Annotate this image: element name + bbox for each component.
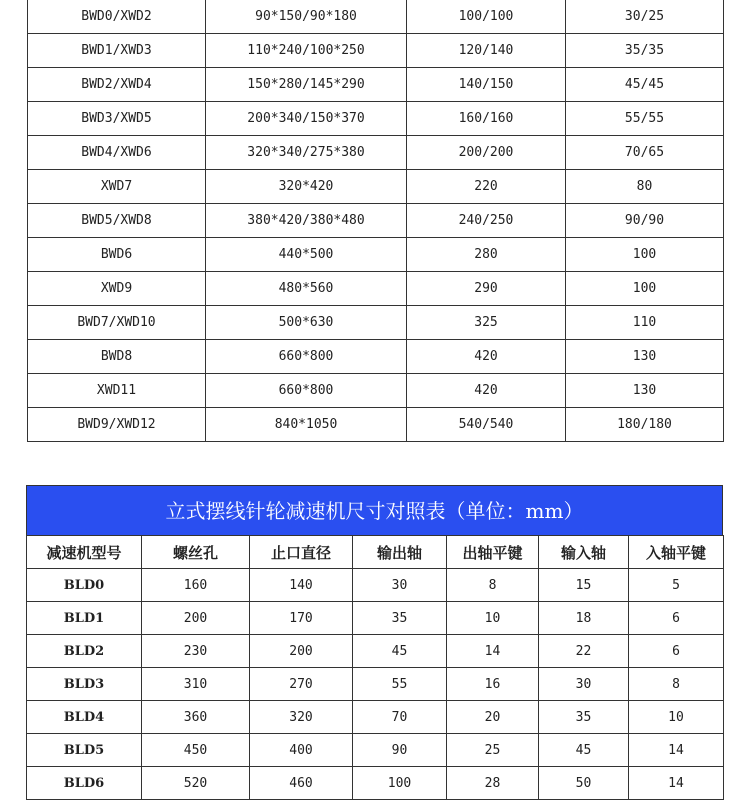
table-cell: 30/25 [566, 0, 724, 34]
table-row [27, 734, 724, 767]
table-cell: 200 [250, 635, 353, 668]
table-cell: 18 [539, 602, 629, 635]
table-cell: 70 [353, 701, 447, 734]
table-cell: 240/250 [407, 204, 566, 238]
table-cell: 16 [447, 668, 539, 701]
model-cell: BLD3 [27, 668, 142, 701]
table-cell: 320 [250, 701, 353, 734]
table-row [28, 306, 724, 340]
table-cell: 320*340/275*380 [206, 136, 407, 170]
table-cell: BWD7/XWD10 [28, 306, 206, 340]
table-cell: 15 [539, 569, 629, 602]
table-cell: 400 [250, 734, 353, 767]
table-cell: 450 [142, 734, 250, 767]
model-cell: BLD5 [27, 734, 142, 767]
table-body [27, 569, 724, 800]
table-cell: 35/35 [566, 34, 724, 68]
table-cell: 45/45 [566, 68, 724, 102]
table-cell: 90*150/90*180 [206, 0, 407, 34]
table-title: 立式摆线针轮减速机尺寸对照表（单位：mm） [26, 485, 723, 535]
table-cell: 8 [447, 569, 539, 602]
table-row [28, 170, 724, 204]
table-cell: BWD4/XWD6 [28, 136, 206, 170]
table-cell: 22 [539, 635, 629, 668]
top-size-table [27, 0, 724, 442]
table-cell: 180/180 [566, 408, 724, 442]
table-cell: 70/65 [566, 136, 724, 170]
table-cell: 220 [407, 170, 566, 204]
table-row [27, 701, 724, 734]
table-cell: 420 [407, 374, 566, 408]
table-cell: 140/150 [407, 68, 566, 102]
table-cell: BWD1/XWD3 [28, 34, 206, 68]
table-cell: BWD9/XWD12 [28, 408, 206, 442]
table-cell: BWD0/XWD2 [28, 0, 206, 34]
table-cell: 660*800 [206, 340, 407, 374]
table-cell: 480*560 [206, 272, 407, 306]
table-cell: XWD9 [28, 272, 206, 306]
table-cell: 140 [250, 569, 353, 602]
table-cell: 290 [407, 272, 566, 306]
table-cell: 500*630 [206, 306, 407, 340]
table-cell: 200 [142, 602, 250, 635]
column-header: 入轴平键 [629, 536, 724, 569]
column-header: 减速机型号 [27, 536, 142, 569]
table-cell: 150*280/145*290 [206, 68, 407, 102]
table-cell: 520 [142, 767, 250, 800]
table-cell: 55 [353, 668, 447, 701]
table-row [28, 0, 724, 34]
table-cell: 100 [353, 767, 447, 800]
dimension-table [26, 535, 724, 800]
table-cell: 5 [629, 569, 724, 602]
table-cell: 10 [447, 602, 539, 635]
table-row [28, 34, 724, 68]
table-cell: 120/140 [407, 34, 566, 68]
table-row [28, 136, 724, 170]
table-cell: 14 [629, 734, 724, 767]
table-cell: 30 [353, 569, 447, 602]
table-cell: 28 [447, 767, 539, 800]
model-cell: BLD0 [27, 569, 142, 602]
table-cell: 100 [566, 238, 724, 272]
top-table-body [28, 0, 724, 442]
table-cell: 100/100 [407, 0, 566, 34]
table-row [28, 374, 724, 408]
model-cell: BLD6 [27, 767, 142, 800]
table-cell: 270 [250, 668, 353, 701]
table-row [28, 408, 724, 442]
vertical-reducer-table [26, 485, 723, 800]
table-cell: XWD7 [28, 170, 206, 204]
model-cell: BLD1 [27, 602, 142, 635]
table-row [28, 68, 724, 102]
table-cell: 10 [629, 701, 724, 734]
column-header: 止口直径 [250, 536, 353, 569]
table-cell: 8 [629, 668, 724, 701]
table-cell: 660*800 [206, 374, 407, 408]
table-cell: 325 [407, 306, 566, 340]
table-cell: 35 [539, 701, 629, 734]
table-header-row [27, 536, 724, 569]
table-cell: BWD2/XWD4 [28, 68, 206, 102]
table-cell: 320*420 [206, 170, 407, 204]
model-cell: BLD4 [27, 701, 142, 734]
table-cell: 420 [407, 340, 566, 374]
table-cell: 540/540 [407, 408, 566, 442]
table-row [27, 602, 724, 635]
table-cell: 80 [566, 170, 724, 204]
table-cell: 130 [566, 374, 724, 408]
table-cell: 100 [566, 272, 724, 306]
table-cell: 45 [539, 734, 629, 767]
table-cell: 55/55 [566, 102, 724, 136]
table-cell: 840*1050 [206, 408, 407, 442]
table-cell: 460 [250, 767, 353, 800]
table-cell: 110 [566, 306, 724, 340]
table-cell: BWD3/XWD5 [28, 102, 206, 136]
column-header: 输出轴 [353, 536, 447, 569]
table-cell: 280 [407, 238, 566, 272]
table-cell: 14 [447, 635, 539, 668]
table-cell: BWD8 [28, 340, 206, 374]
table-cell: 200*340/150*370 [206, 102, 407, 136]
table-cell: 170 [250, 602, 353, 635]
table-cell: 30 [539, 668, 629, 701]
table-row [27, 767, 724, 800]
table-cell: 6 [629, 635, 724, 668]
table-row [28, 204, 724, 238]
table-cell: 110*240/100*250 [206, 34, 407, 68]
table-row [27, 668, 724, 701]
table-cell: 20 [447, 701, 539, 734]
table-cell: 310 [142, 668, 250, 701]
table-row [28, 102, 724, 136]
table-cell: 440*500 [206, 238, 407, 272]
table-cell: 380*420/380*480 [206, 204, 407, 238]
table-cell: 160 [142, 569, 250, 602]
table-cell: 130 [566, 340, 724, 374]
table-cell: BWD5/XWD8 [28, 204, 206, 238]
table-cell: 6 [629, 602, 724, 635]
table-row [27, 635, 724, 668]
table-cell: XWD11 [28, 374, 206, 408]
table-cell: 160/160 [407, 102, 566, 136]
table-cell: BWD6 [28, 238, 206, 272]
table-row [28, 238, 724, 272]
table-row [27, 569, 724, 602]
table-cell: 50 [539, 767, 629, 800]
table-cell: 200/200 [407, 136, 566, 170]
table-cell: 230 [142, 635, 250, 668]
table-cell: 360 [142, 701, 250, 734]
table-row [28, 272, 724, 306]
table-row [28, 340, 724, 374]
column-header: 螺丝孔 [142, 536, 250, 569]
table-cell: 90/90 [566, 204, 724, 238]
model-cell: BLD2 [27, 635, 142, 668]
column-header: 出轴平键 [447, 536, 539, 569]
table-cell: 35 [353, 602, 447, 635]
table-cell: 90 [353, 734, 447, 767]
table-cell: 45 [353, 635, 447, 668]
table-cell: 25 [447, 734, 539, 767]
column-header: 输入轴 [539, 536, 629, 569]
table-cell: 14 [629, 767, 724, 800]
